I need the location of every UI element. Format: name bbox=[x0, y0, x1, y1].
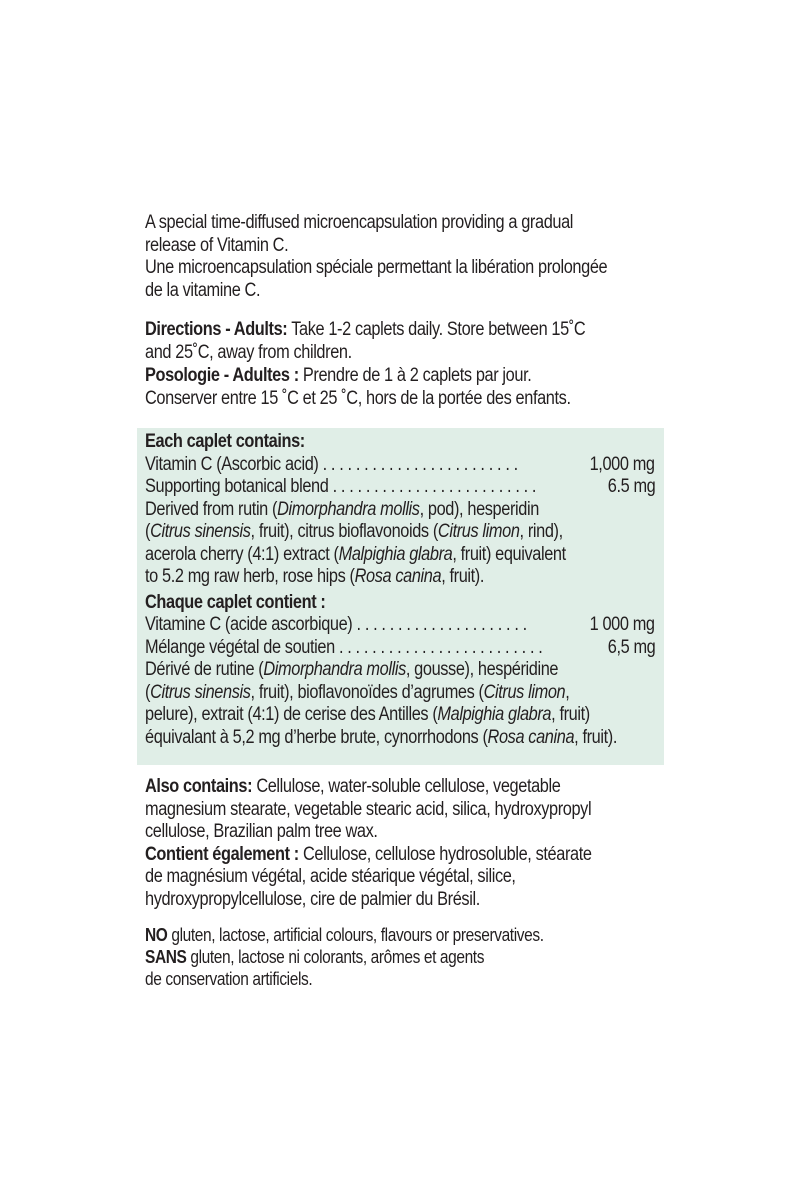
directions-fr-label: Posologie - Adultes : bbox=[145, 365, 299, 386]
also-contains-fr-line-1: Contient également : Cellulose, cellulose hydrosoluble, stéarate bbox=[145, 843, 592, 865]
also-contains-en-line-1: Also contains: Cellulose, water-soluble cellulose, vegetable bbox=[145, 776, 561, 797]
also-contains-fr-line-2: de magnésium végétal, acide stéarique végétal, silice, bbox=[145, 866, 516, 887]
ingredient-row-vitamin-c bbox=[145, 454, 655, 477]
directions-en-text: Take 1-2 caplets daily. Store between 15˚C bbox=[287, 319, 586, 340]
free-from-fr-line-2: de conservation artificiels. bbox=[145, 969, 313, 989]
ingredients-en-detail-line-1: Derived from rutin (Dimorphandra mollis, pod), hesperidin bbox=[145, 498, 539, 520]
free-from-en-line: NO gluten, lactose, artificial colours, flavours or preservatives. bbox=[145, 925, 544, 945]
ingredient-amount: 1 000 mg bbox=[589, 614, 655, 635]
ingredient-amount: 6,5 mg bbox=[607, 636, 655, 658]
ingredients-fr-detail-line-3: pelure), extrait (4:1) de cerise des Antilles (Malpighia glabra, fruit) bbox=[145, 704, 590, 725]
ingredient-row-vitamine-c bbox=[145, 614, 655, 637]
intro-section bbox=[145, 212, 665, 302]
ingredient-name: Vitamine C (acide ascorbique) . . . . . . . . . . . . . . . . . . . . . bbox=[145, 614, 527, 635]
ingredient-name: Vitamin C (Ascorbic acid) . . . . . . . . . . . . . . . . . . . . . . . . bbox=[145, 453, 518, 475]
free-from-fr-line-1: SANS gluten, lactose ni colorants, arômes et agents bbox=[145, 947, 485, 967]
ingredients-fr-heading: Chaque caplet contient : bbox=[145, 591, 326, 613]
intro-fr-line-2: de la vitamine C. bbox=[145, 279, 261, 301]
directions-en-line-1 bbox=[145, 319, 592, 342]
intro-en-line-1: A special time-diffused microencapsulation providing a gradual bbox=[145, 212, 574, 233]
ingredient-row-melange-vegetal bbox=[145, 637, 655, 660]
also-contains-en-line-2: magnesium stearate, vegetable stearic acid, silica, hydroxypropyl bbox=[145, 798, 592, 820]
intro-fr-line-1: Une microencapsulation spéciale permettant la libération prolongée bbox=[145, 257, 608, 278]
ingredients-en-heading: Each caplet contains: bbox=[145, 431, 305, 452]
free-from-fr-label: SANS bbox=[145, 947, 187, 967]
directions-fr-text: Prendre de 1 à 2 caplets par jour. bbox=[298, 365, 532, 386]
ingredients-en-detail-line-3: acerola cherry (4:1) extract (Malpighia glabra, fruit) equivalent bbox=[145, 543, 566, 565]
free-from-en-label: NO bbox=[145, 925, 168, 945]
also-contains-fr-line-3: hydroxypropylcellulose, cire de palmier du Brésil. bbox=[145, 888, 480, 910]
intro-en-line-2: release of Vitamin C. bbox=[145, 234, 289, 256]
directions-fr-line-1 bbox=[145, 365, 592, 388]
also-contains-fr-label: Contient également : bbox=[145, 843, 299, 865]
also-contains-section bbox=[145, 776, 665, 911]
directions-fr-line-2: Conserver entre 15 ˚C et 25 ˚C, hors de la portée des enfants. bbox=[145, 387, 571, 409]
ingredient-name: Mélange végétal de soutien . . . . . . . . . . . . . . . . . . . . . . . . . bbox=[145, 636, 543, 658]
ingredients-section bbox=[145, 431, 665, 749]
ingredient-amount: 6.5 mg bbox=[607, 476, 655, 497]
free-from-section bbox=[145, 924, 665, 990]
also-contains-en-line-3: cellulose, Brazilian palm tree wax. bbox=[145, 821, 378, 842]
ingredient-amount: 1,000 mg bbox=[589, 453, 655, 475]
ingredient-name: Supporting botanical blend . . . . . . . . . . . . . . . . . . . . . . . . . bbox=[145, 476, 537, 497]
directions-en-line-2: and 25˚C, away from children. bbox=[145, 341, 352, 363]
ingredient-row-botanical-blend bbox=[145, 476, 655, 499]
directions-en-label: Directions - Adults: bbox=[145, 319, 288, 340]
ingredients-en-detail-line-4: to 5.2 mg raw herb, rose hips (Rosa canina, fruit). bbox=[145, 566, 485, 587]
ingredients-fr-detail-line-4: équivalant à 5,2 mg d’herbe brute, cynorrhodons (Rosa canina, fruit). bbox=[145, 726, 617, 748]
ingredients-fr-detail-line-2: (Citrus sinensis, fruit), bioflavonoïdes d’agrumes (Citrus limon, bbox=[145, 681, 570, 703]
directions-section bbox=[145, 319, 665, 410]
ingredients-en-detail-line-2: (Citrus sinensis, fruit), citrus bioflavonoids (Citrus limon, rind), bbox=[145, 521, 563, 542]
ingredients-fr-detail-line-1: Dérivé de rutine (Dimorphandra mollis, gousse), hespéridine bbox=[145, 659, 559, 680]
also-contains-en-label: Also contains: bbox=[145, 776, 253, 797]
